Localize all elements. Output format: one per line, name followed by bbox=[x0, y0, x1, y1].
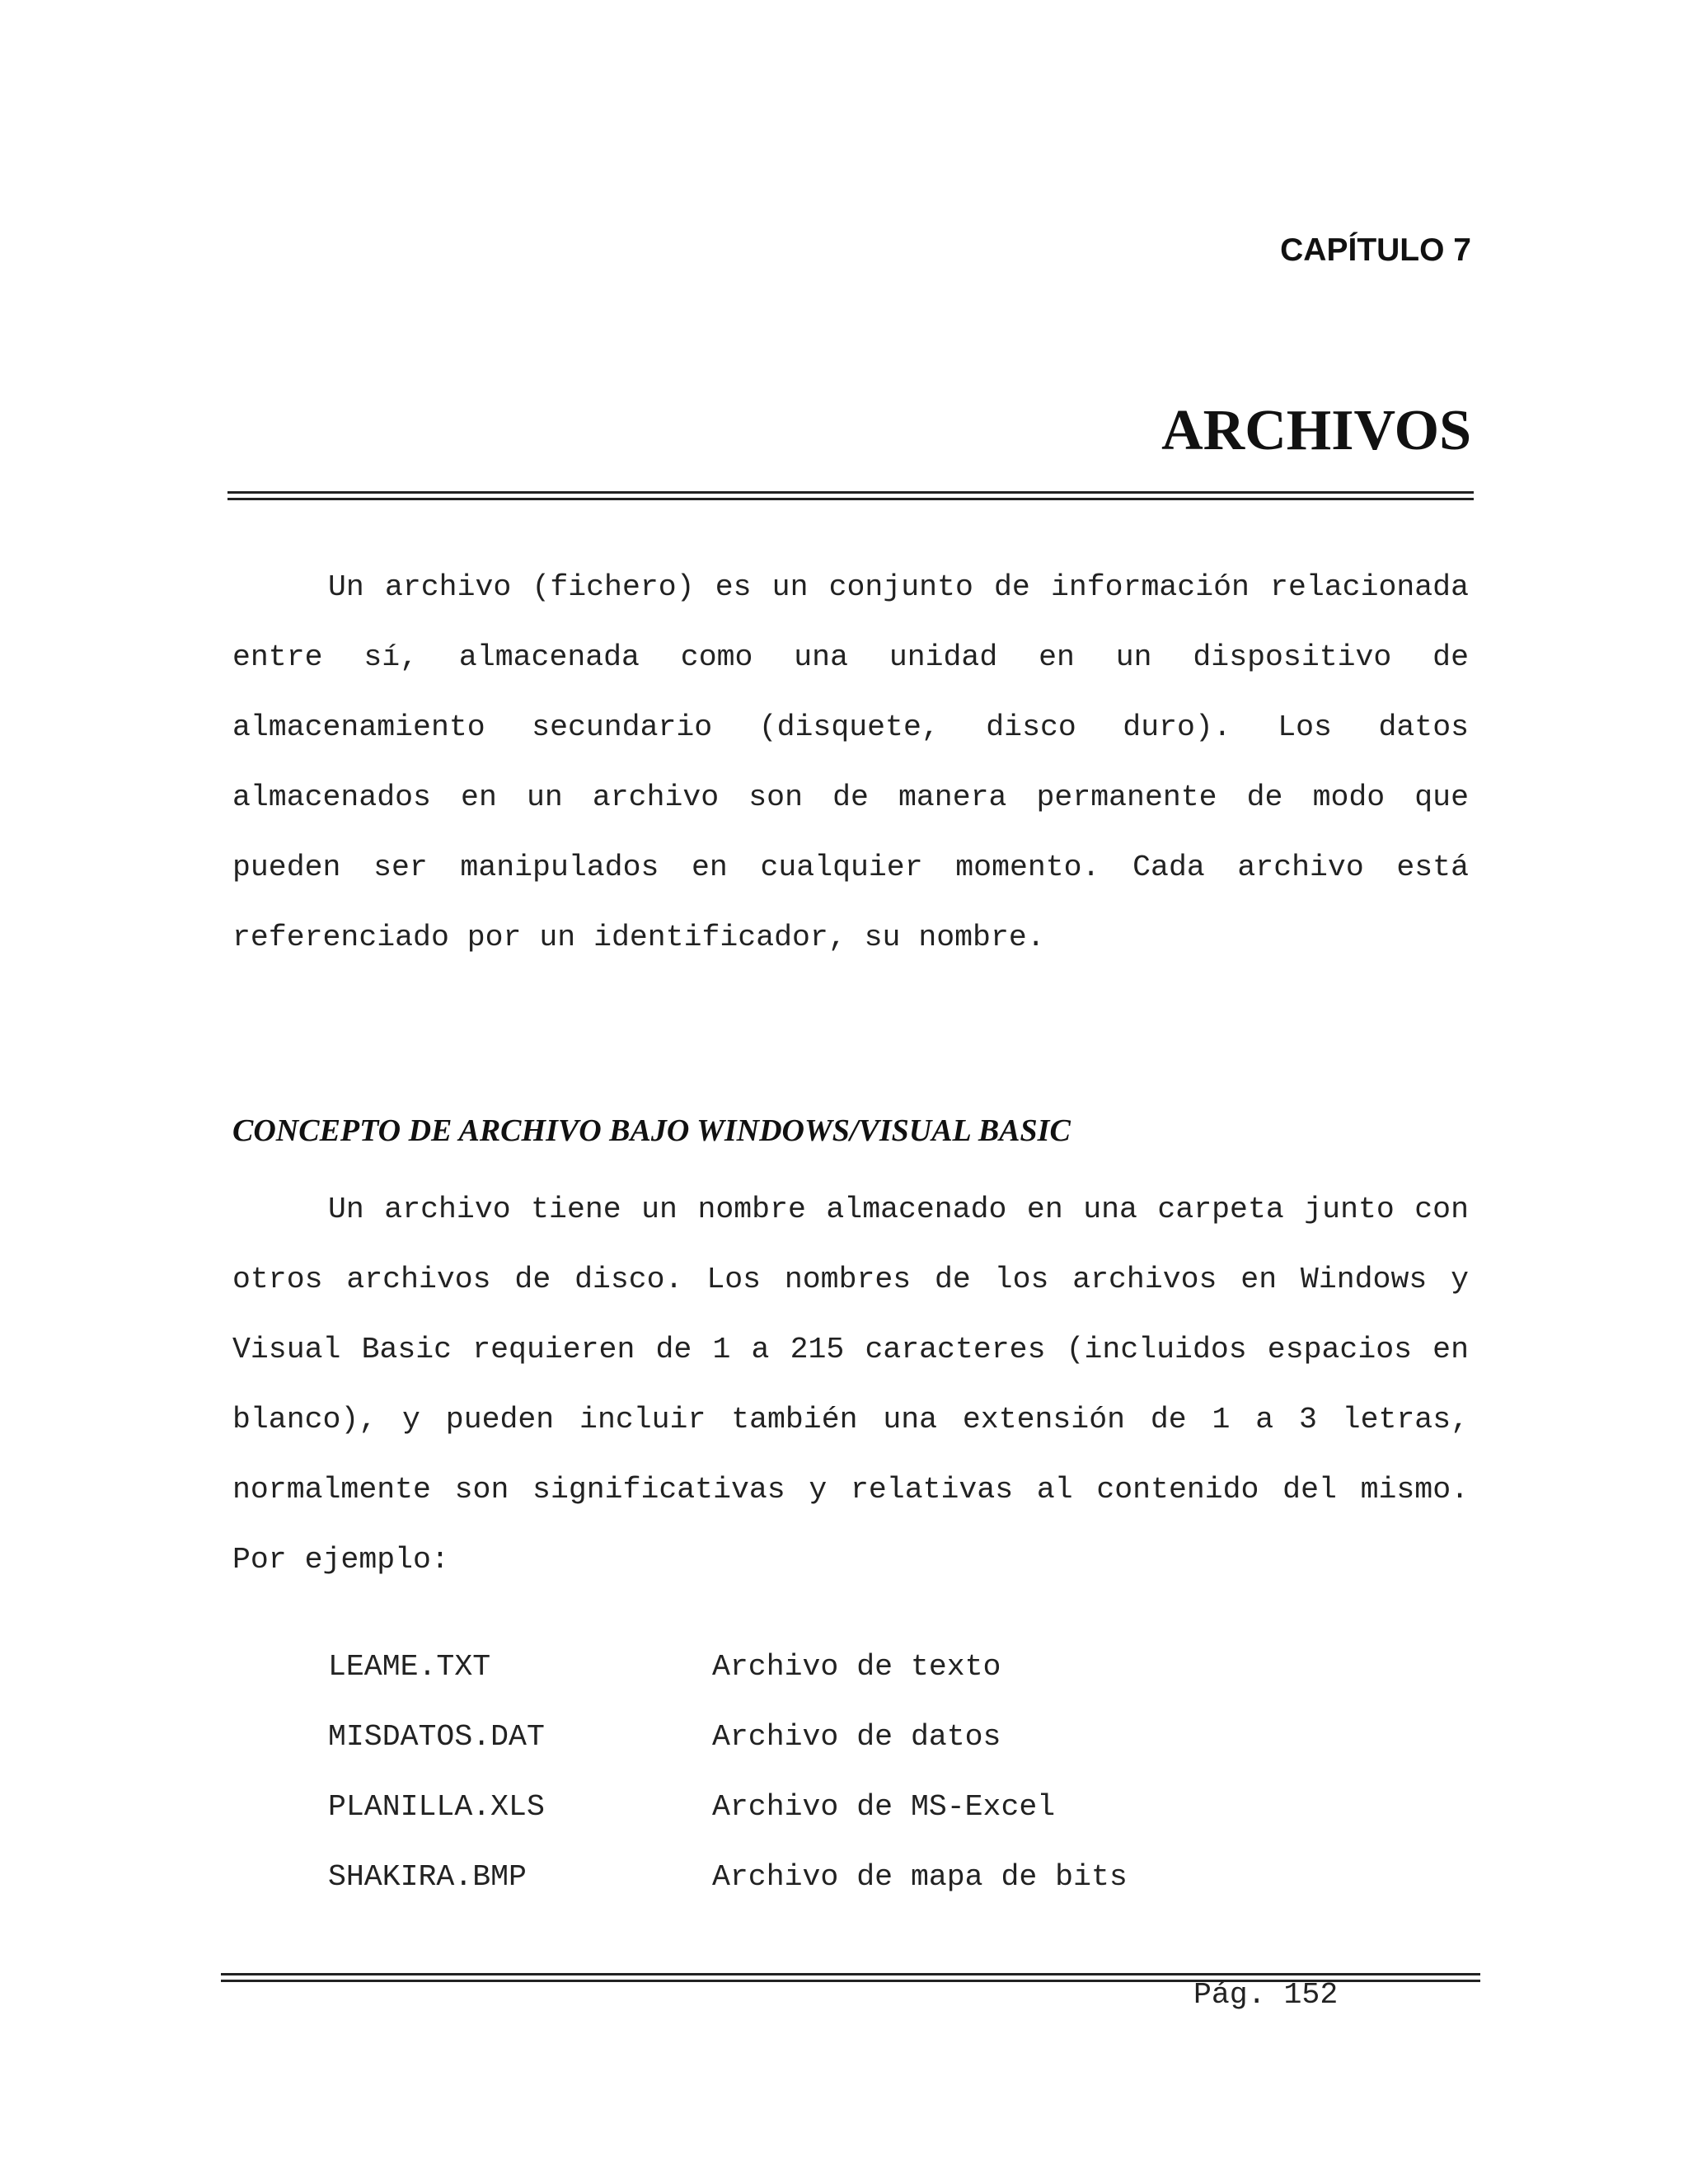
example-filename: MISDATOS.DAT bbox=[328, 1720, 545, 1754]
page-number: Pág. 152 bbox=[1193, 1978, 1339, 2012]
example-description: Archivo de datos bbox=[712, 1720, 1001, 1754]
example-row bbox=[328, 1772, 1128, 1842]
example-description: Archivo de texto bbox=[712, 1650, 1001, 1684]
title-divider bbox=[227, 491, 1474, 500]
examples-list bbox=[328, 1632, 1128, 1912]
example-row bbox=[328, 1632, 1128, 1702]
example-row bbox=[328, 1842, 1128, 1912]
example-row bbox=[328, 1702, 1128, 1772]
section-heading: CONCEPTO DE ARCHIVO BAJO WINDOWS/VISUAL BASIC bbox=[232, 1113, 1071, 1148]
chapter-title: ARCHIVOS bbox=[1161, 399, 1471, 462]
example-filename: LEAME.TXT bbox=[328, 1650, 491, 1684]
intro-paragraph: Un archivo (fichero) es un conjunto de información relacionada entre sí, almacenada como una unidad en un dispositivo de almacenamiento secundario (disquete, disco duro). Los datos almacenados en un archivo son de manera permanente de modo que pueden ser manipulados en cualquier momento. Cada archivo está referenciado por un identificador, su nombre. bbox=[232, 570, 1469, 954]
example-description: Archivo de MS-Excel bbox=[712, 1790, 1056, 1824]
example-filename: PLANILLA.XLS bbox=[328, 1790, 545, 1824]
section-paragraph: Un archivo tiene un nombre almacenado en una carpeta junto con otros archivos de disco. Los nombres de los archivos en Windows y Visual Basic requieren de 1 a 215 caracteres (incluidos espacios en blanco), y pueden incluir también una extensión de 1 a 3 letras, normalmente son significativas y relativas al contenido del mismo. Por ejemplo: bbox=[232, 1193, 1469, 1577]
example-filename: SHAKIRA.BMP bbox=[328, 1860, 527, 1894]
chapter-label: CAPÍTULO 7 bbox=[1280, 232, 1471, 268]
example-description: Archivo de mapa de bits bbox=[712, 1860, 1128, 1894]
